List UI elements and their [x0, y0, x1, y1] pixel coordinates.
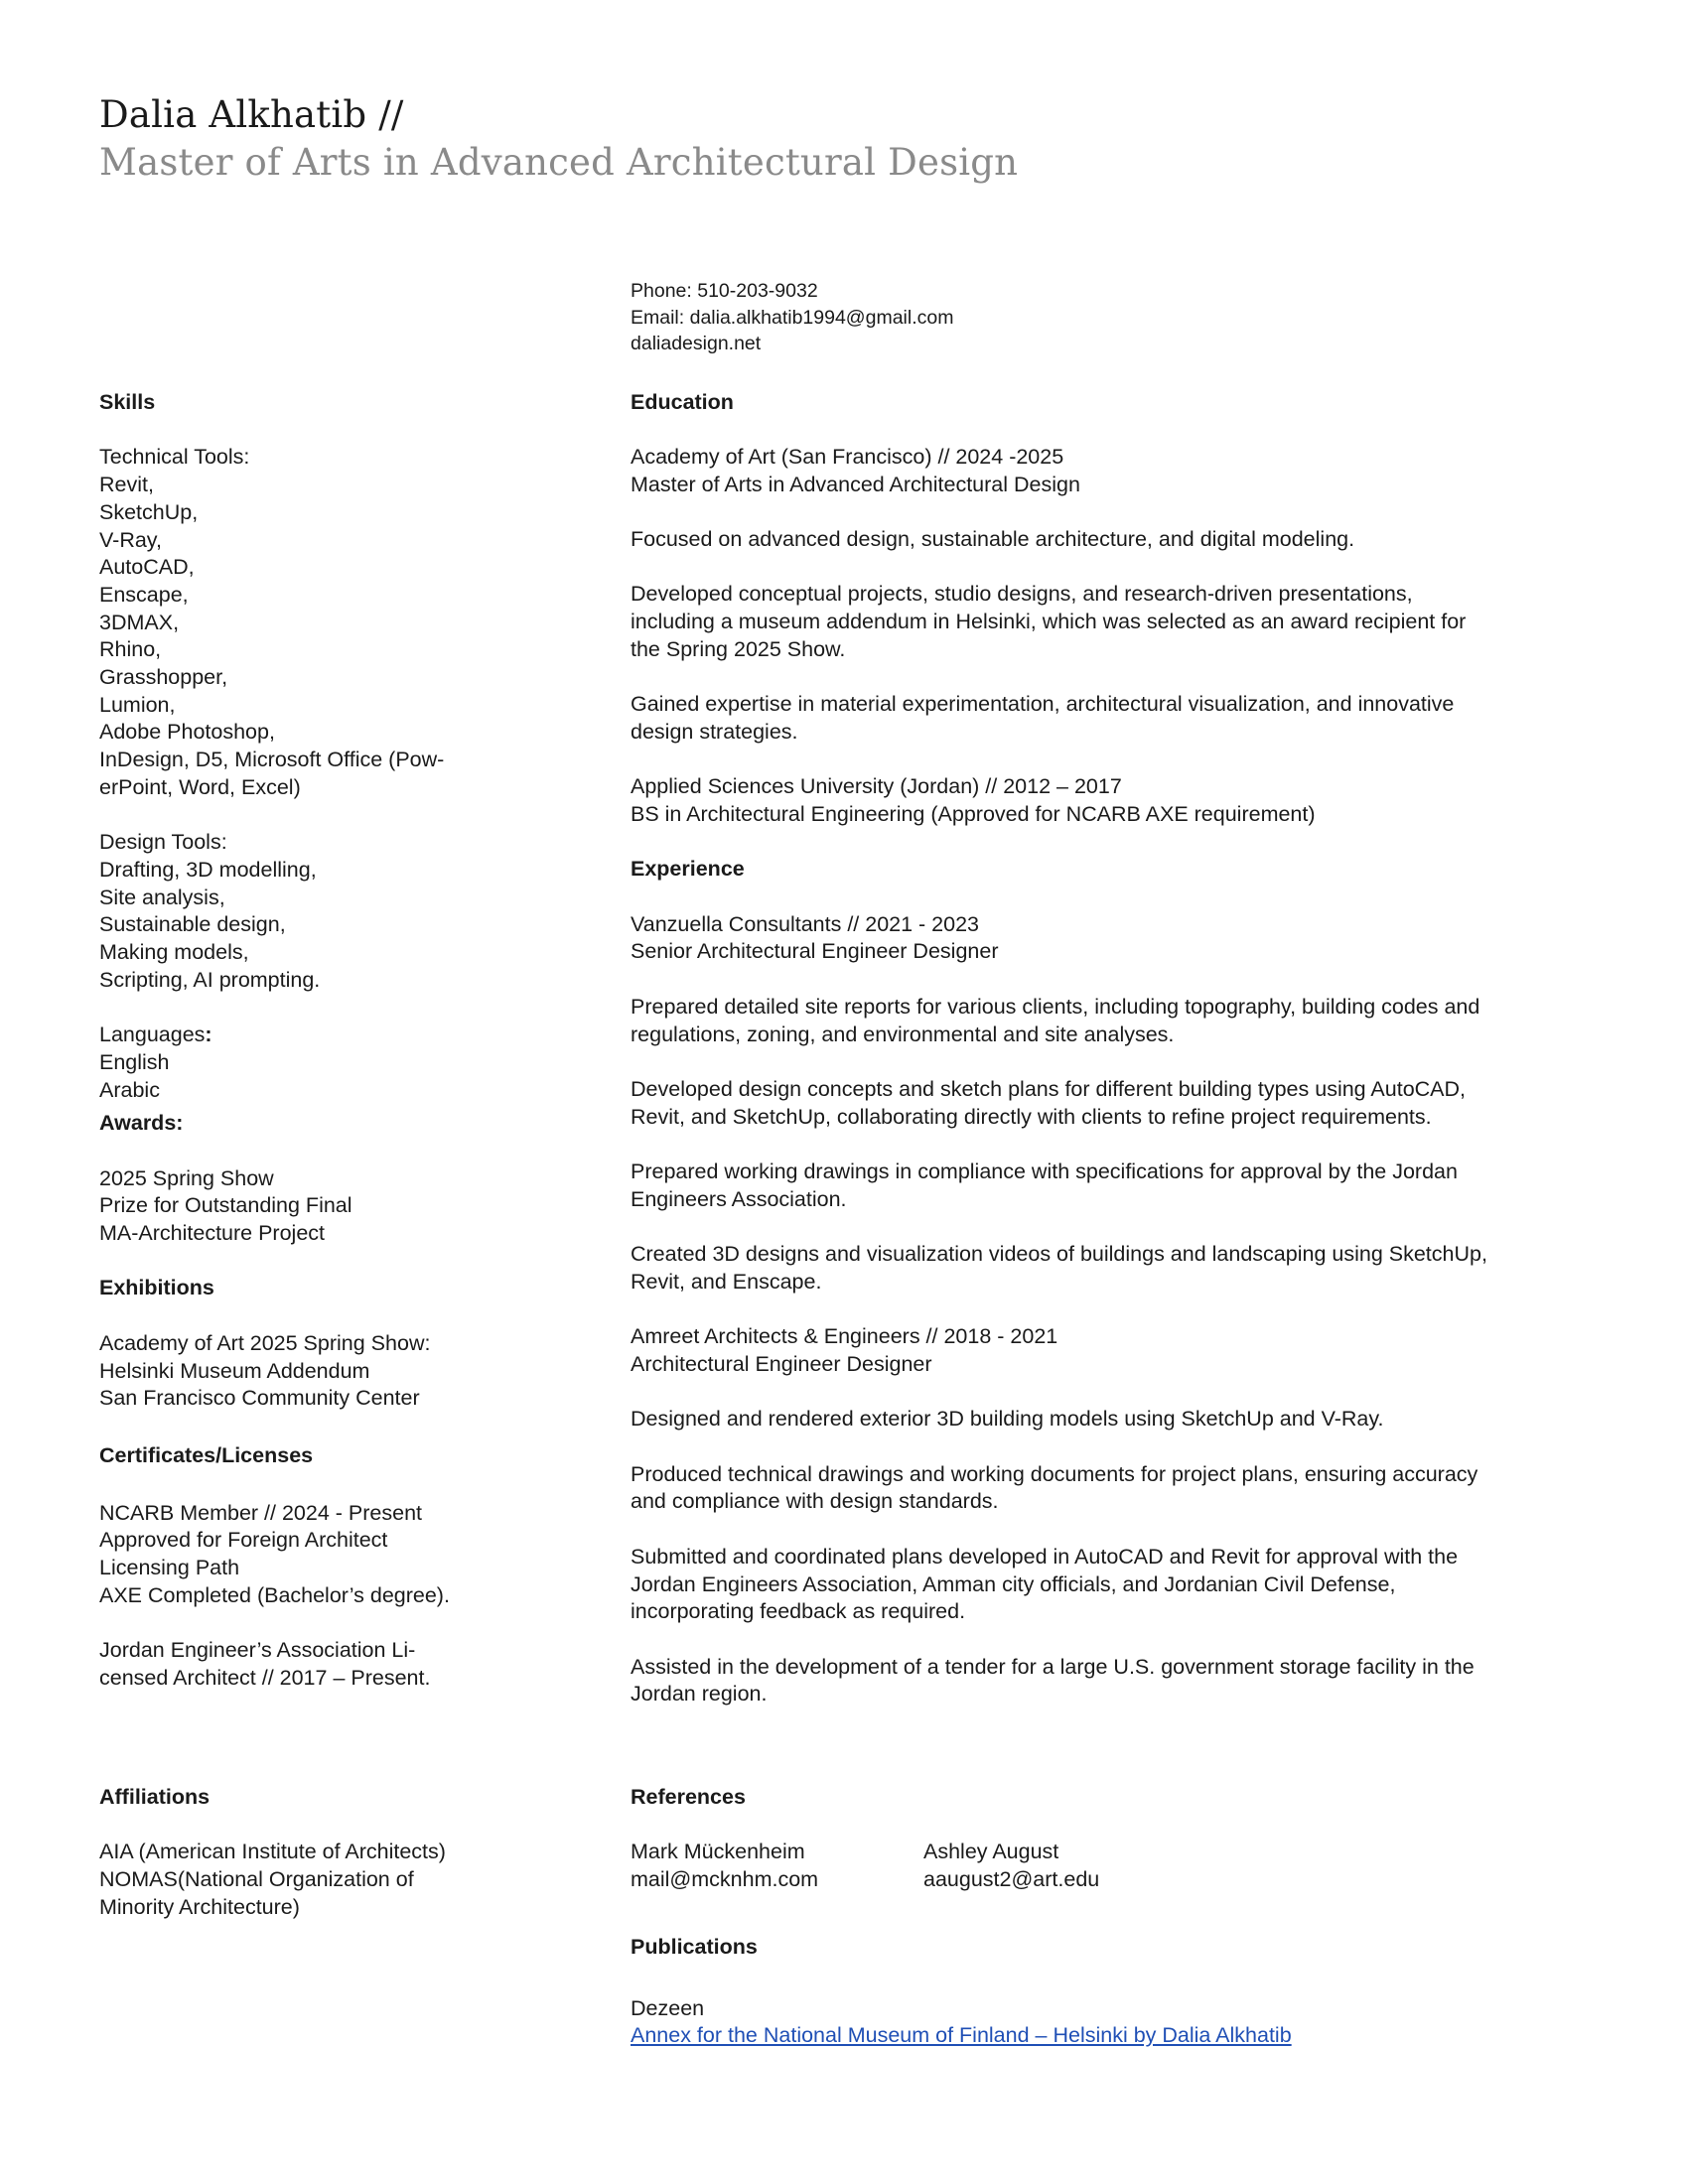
skill-item: Grasshopper,: [99, 665, 228, 690]
reference-name: Mark Mückenheim: [631, 1840, 805, 1864]
skill-item: V-Ray,: [99, 527, 162, 552]
job-title: Architectural Engineer Designer: [631, 1351, 932, 1376]
job-duty-line: Prepared working drawings in compliance with specifications for approval by the Jordan: [631, 1160, 1458, 1184]
publication-link[interactable]: Annex for the National Museum of Finland – Helsinki by Dalia Alkhatib: [631, 2023, 1292, 2048]
award-line: MA-Architecture Project: [99, 1221, 326, 1246]
language-item: English: [99, 1049, 170, 1074]
experience-heading: Experience: [631, 857, 745, 882]
design-skill-item: Scripting, AI prompting.: [99, 967, 321, 992]
job-duty-line: Produced technical drawings and working documents for project plans, ensuring accuracy: [631, 1461, 1478, 1486]
job-duty-line: Assisted in the development of a tender for a large U.S. government storage facility in the: [631, 1654, 1475, 1679]
reference-entry: [923, 1839, 1216, 1893]
exhibition-line: Academy of Art 2025 Spring Show:: [99, 1330, 431, 1355]
skill-item: AutoCAD,: [99, 555, 195, 580]
languages-label: [99, 1022, 496, 1049]
award-line: Prize for Outstanding Final: [99, 1193, 352, 1218]
publication-outlet: Dezeen: [631, 1995, 705, 2020]
contact-block: [631, 278, 1584, 357]
award-line: 2025 Spring Show: [99, 1165, 274, 1190]
skill-item: Rhino,: [99, 637, 162, 662]
affiliation-line: AIA (American Institute of Architects): [99, 1840, 446, 1864]
job-company: Vanzuella Consultants // 2021 - 2023: [631, 911, 980, 936]
affiliations-section: [99, 1784, 516, 1922]
education-paragraph-line: including a museum addendum in Helsinki, which was selected as an award recipient for: [631, 610, 1467, 634]
certificate-line: NCARB Member // 2024 - Present: [99, 1500, 423, 1525]
references-list: [631, 1839, 1584, 1893]
education-paragraph-line: the Spring 2025 Show.: [631, 636, 846, 661]
skills-heading: Skills: [99, 390, 156, 414]
skill-item: Revit,: [99, 473, 154, 497]
languages-label-text: Languages: [99, 1023, 206, 1047]
education-heading: Education: [631, 389, 734, 414]
right-column: [631, 278, 1584, 1708]
contact-phone: Phone: 510-203-9032: [631, 280, 818, 302]
resume-header: [99, 91, 1018, 187]
education-school: Applied Sciences University (Jordan) // 2012 – 2017: [631, 774, 1122, 799]
education-paragraph-line: Developed conceptual projects, studio designs, and research-driven presentations,: [631, 582, 1413, 607]
education-paragraph-line: Gained expertise in material experimentation, architectural visualization, and innovative: [631, 692, 1455, 717]
job-duty-line: Jordan Engineers Association, Amman city officials, and Jordanian Civil Defense,: [631, 1571, 1396, 1596]
reference-entry: [631, 1839, 923, 1893]
education-degree: Master of Arts in Advanced Architectural Design: [631, 472, 1080, 496]
reference-name: Ashley August: [923, 1840, 1059, 1864]
certificate-line: AXE Completed (Bachelor’s degree).: [99, 1582, 450, 1607]
applicant-degree: Master of Arts in Advanced Architectural Design: [99, 141, 1019, 184]
job-duty-line: Revit, and SketchUp, collaborating directly with clients to refine project requirements.: [631, 1104, 1432, 1129]
design-skill-item: Making models,: [99, 940, 249, 965]
exhibition-line: San Francisco Community Center: [99, 1386, 420, 1411]
languages-label-colon: :: [205, 1023, 212, 1047]
certificate-line: Licensing Path: [99, 1556, 240, 1580]
left-column: [99, 389, 496, 1693]
reference-email[interactable]: aaugust2@art.edu: [923, 1867, 1100, 1892]
job-duty-line: Prepared detailed site reports for various clients, including topography, building codes and: [631, 994, 1480, 1019]
job-duty-line: regulations, zoning, and environmental and site analyses.: [631, 1022, 1175, 1046]
job-duty-line: incorporating feedback as required.: [631, 1599, 966, 1624]
design-skill-item: Sustainable design,: [99, 912, 286, 937]
certificate-line: Jordan Engineer’s Association Li-: [99, 1638, 416, 1663]
certificates-heading: Certificates/Licenses: [99, 1442, 314, 1467]
contact-email[interactable]: Email: dalia.alkhatib1994@gmail.com: [631, 306, 954, 329]
job-duty-line: Submitted and coordinated plans developed in AutoCAD and Revit for approval with the: [631, 1544, 1459, 1569]
design-tools-label: Design Tools:: [99, 830, 227, 855]
skill-item: Adobe Photoshop,: [99, 720, 275, 745]
education-paragraph-line: design strategies.: [631, 719, 798, 744]
contact-website[interactable]: daliadesign.net: [631, 333, 762, 354]
education-degree: BS in Architectural Engineering (Approved for NCARB AXE requirement): [631, 801, 1316, 826]
affiliation-line: NOMAS(National Organization of: [99, 1867, 414, 1892]
education-paragraph: Focused on advanced design, sustainable architecture, and digital modeling.: [631, 526, 1355, 551]
references-publications: [631, 1784, 1584, 2050]
job-duty-line: and compliance with design standards.: [631, 1489, 999, 1514]
job-title: Senior Architectural Engineer Designer: [631, 939, 999, 964]
job-duty-line: Created 3D designs and visualization videos of buildings and landscaping using SketchUp,: [631, 1242, 1487, 1267]
exhibitions-heading: Exhibitions: [99, 1276, 214, 1300]
awards-heading: Awards:: [99, 1111, 184, 1136]
publications-heading: Publications: [631, 1934, 758, 1959]
education-school: Academy of Art (San Francisco) // 2024 -2025: [631, 444, 1064, 469]
job-duty-line: Designed and rendered exterior 3D building models using SketchUp and V-Ray.: [631, 1407, 1384, 1432]
reference-email[interactable]: mail@mcknhm.com: [631, 1867, 819, 1892]
technical-tools-label: Technical Tools:: [99, 445, 250, 470]
exhibition-line: Helsinki Museum Addendum: [99, 1358, 370, 1383]
certificate-line: censed Architect // 2017 – Present.: [99, 1665, 431, 1690]
job-duty-line: Jordan region.: [631, 1682, 768, 1706]
job-duty-line: Revit, and Enscape.: [631, 1269, 822, 1294]
design-skill-item: Site analysis,: [99, 885, 225, 909]
certificate-line: Approved for Foreign Architect: [99, 1528, 388, 1553]
publication-link-wrapper: [631, 2022, 1584, 2050]
skill-item: Lumion,: [99, 692, 176, 717]
skill-item: Enscape,: [99, 582, 189, 607]
job-duty-line: Engineers Association.: [631, 1186, 847, 1211]
job-duty-line: Developed design concepts and sketch plans for different building types using AutoCAD,: [631, 1076, 1467, 1101]
affiliations-heading: Affiliations: [99, 1785, 211, 1809]
skill-item: SketchUp,: [99, 499, 199, 524]
job-company: Amreet Architects & Engineers // 2018 - 2021: [631, 1324, 1058, 1349]
applicant-name: Dalia Alkhatib //: [99, 93, 404, 136]
skill-item: InDesign, D5, Microsoft Office (Pow-: [99, 748, 445, 772]
skill-item: erPoint, Word, Excel): [99, 774, 301, 799]
skill-item: 3DMAX,: [99, 610, 180, 634]
references-heading: References: [631, 1785, 746, 1809]
language-item: Arabic: [99, 1077, 160, 1102]
affiliation-line: Minority Architecture): [99, 1894, 300, 1919]
design-skill-item: Drafting, 3D modelling,: [99, 857, 317, 882]
